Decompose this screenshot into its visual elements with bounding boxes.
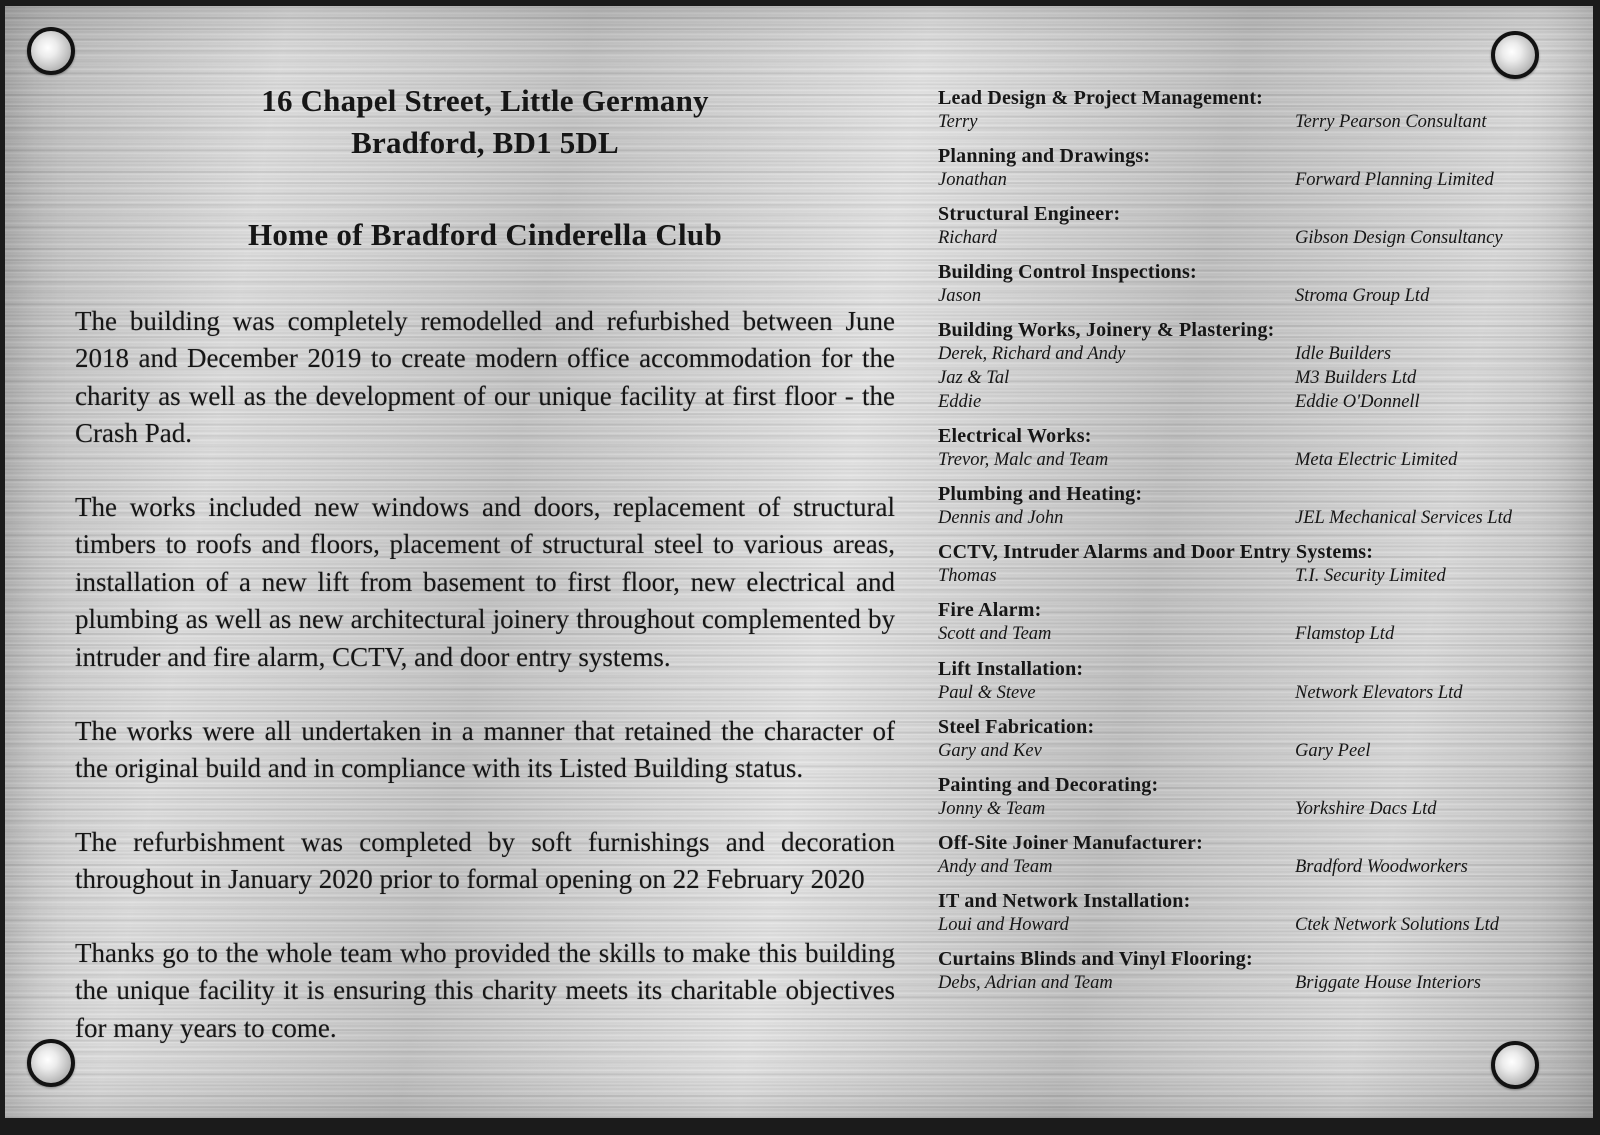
credit-company: Terry Pearson Consultant xyxy=(1295,112,1487,132)
credit-section xyxy=(938,260,1568,308)
credit-role: Planning and Drawings: xyxy=(938,145,1151,168)
credit-company: Meta Electric Limited xyxy=(1295,450,1458,471)
credit-people: Terry xyxy=(938,112,978,132)
credit-entry xyxy=(938,366,1568,390)
credits-column xyxy=(938,86,1568,1005)
screw-icon xyxy=(27,1039,75,1087)
address-line-1: 16 Chapel Street, Little Germany xyxy=(261,83,709,118)
credit-section xyxy=(938,598,1568,646)
credit-people: Dennis and John xyxy=(938,508,1064,529)
credit-entry xyxy=(938,110,1568,134)
credit-entry xyxy=(938,448,1568,472)
credit-entry xyxy=(938,739,1568,763)
credit-role: Fire Alarm: xyxy=(938,599,1042,622)
credit-company: Network Elevators Ltd xyxy=(1295,682,1463,703)
credit-people: Gary and Kev xyxy=(938,740,1042,761)
credit-section xyxy=(938,715,1568,763)
credit-company: JEL Mechanical Services Ltd xyxy=(1295,508,1512,529)
address-title xyxy=(75,80,895,164)
credit-people: Jonathan xyxy=(938,170,1007,191)
credit-people: Richard xyxy=(938,228,997,249)
credit-people: Thomas xyxy=(938,566,997,587)
credit-role: Painting and Decorating: xyxy=(938,773,1159,796)
plaque xyxy=(5,6,1593,1118)
paragraph: The refurbishment was completed by soft furnishings and decoration throughout in January 2020 prior to formal opening on 22 February 2020 xyxy=(75,826,895,895)
credit-section xyxy=(938,318,1568,414)
address-line-2: Bradford, BD1 5DL xyxy=(351,124,619,160)
credit-company: Forward Planning Limited xyxy=(1295,170,1494,191)
credit-people: Trevor, Malc and Team xyxy=(938,450,1109,471)
paragraph: The building was completely remodelled and refurbished between June 2018 and December 2019 to create modern office accommodation for the charity as well as the development of our unique facility at first floor - the Crash Pad. xyxy=(75,305,895,449)
credit-people: Scott and Team xyxy=(938,624,1052,645)
paragraph: The works included new windows and doors, replacement of structural timbers to roofs and floors, placement of structural steel to various areas, installation of a new lift from basement to first floor, new electrical and plumbing as well as new architectural joinery throughout complemented by intruder and fire alarm, CCTV, and door entry systems. xyxy=(75,491,895,672)
main-text-column xyxy=(75,80,895,1047)
credit-section xyxy=(938,889,1568,937)
credit-role: Electrical Works: xyxy=(938,425,1092,448)
credit-section xyxy=(938,831,1568,879)
screw-icon xyxy=(27,27,75,75)
club-title: Home of Bradford Cinderella Club xyxy=(247,216,723,252)
credit-company: T.I. Security Limited xyxy=(1295,566,1446,587)
credit-section xyxy=(938,86,1568,134)
credit-people: Paul & Steve xyxy=(938,682,1036,703)
paragraph: The works were all undertaken in a manner that retained the character of the original build and in compliance with its Listed Building status. xyxy=(75,715,895,784)
credit-people: Jonny & Team xyxy=(938,798,1046,819)
credit-entry xyxy=(938,622,1568,646)
credit-section xyxy=(938,773,1568,821)
credit-section xyxy=(938,540,1568,588)
credit-company: Idle Builders xyxy=(1295,344,1392,365)
credit-role: Curtains Blinds and Vinyl Flooring: xyxy=(938,947,1253,970)
credit-company: Flamstop Ltd xyxy=(1295,624,1395,645)
credit-entry xyxy=(938,390,1568,414)
credit-role: Structural Engineer: xyxy=(938,203,1121,226)
credit-section xyxy=(938,657,1568,705)
credit-entry xyxy=(938,855,1568,879)
credit-role: IT and Network Installation: xyxy=(938,889,1191,912)
credit-entry xyxy=(938,971,1568,995)
credit-company: Gibson Design Consultancy xyxy=(1295,228,1503,249)
credit-role: Building Control Inspections: xyxy=(938,261,1197,284)
paragraph: Thanks go to the whole team who provided the skills to make this building the unique facility it is ensuring this charity meets its charitable objectives for many years to come. xyxy=(75,937,895,1043)
credit-company: Bradford Woodworkers xyxy=(1295,856,1468,877)
credit-role: Lift Installation: xyxy=(938,657,1084,680)
description-paragraphs xyxy=(75,303,895,1047)
credit-role: Off-Site Joiner Manufacturer: xyxy=(938,831,1203,854)
credit-entry xyxy=(938,913,1568,937)
credit-company: Ctek Network Solutions Ltd xyxy=(1295,914,1500,935)
credit-people: Loui and Howard xyxy=(938,914,1069,935)
credit-entry xyxy=(938,506,1568,530)
credit-people: Derek, Richard and Andy xyxy=(938,344,1126,365)
screw-icon xyxy=(1491,1041,1539,1089)
credits-list xyxy=(938,86,1568,995)
credit-role: Lead Design & Project Management: xyxy=(938,87,1264,109)
credit-section xyxy=(938,202,1568,250)
credit-people: Eddie xyxy=(938,392,982,413)
credit-role: Plumbing and Heating: xyxy=(938,483,1143,506)
credit-section xyxy=(938,947,1568,995)
credit-company: Gary Peel xyxy=(1295,740,1371,761)
screw-icon xyxy=(1491,31,1539,79)
credit-section xyxy=(938,144,1568,192)
credit-entry xyxy=(938,226,1568,250)
credit-entry xyxy=(938,284,1568,308)
credit-people: Andy and Team xyxy=(938,856,1053,877)
credit-entry xyxy=(938,681,1568,705)
credit-company: Yorkshire Dacs Ltd xyxy=(1295,798,1437,819)
credit-people: Jason xyxy=(938,286,982,307)
credit-entry xyxy=(938,342,1568,366)
credit-role: Building Works, Joinery & Plastering: xyxy=(938,319,1275,342)
credit-section xyxy=(938,482,1568,530)
credit-company: Eddie O'Donnell xyxy=(1295,392,1420,413)
credit-role: CCTV, Intruder Alarms and Door Entry Systems: xyxy=(938,541,1374,564)
credit-entry xyxy=(938,797,1568,821)
credit-company: Briggate House Interiors xyxy=(1295,972,1482,993)
credit-people: Jaz & Tal xyxy=(938,368,1010,389)
credit-entry xyxy=(938,168,1568,192)
credit-people: Debs, Adrian and Team xyxy=(938,972,1113,993)
credit-company: Stroma Group Ltd xyxy=(1295,286,1430,307)
credit-section xyxy=(938,424,1568,472)
credit-entry xyxy=(938,564,1568,588)
credit-role: Steel Fabrication: xyxy=(938,715,1095,738)
credit-company: M3 Builders Ltd xyxy=(1295,368,1417,389)
